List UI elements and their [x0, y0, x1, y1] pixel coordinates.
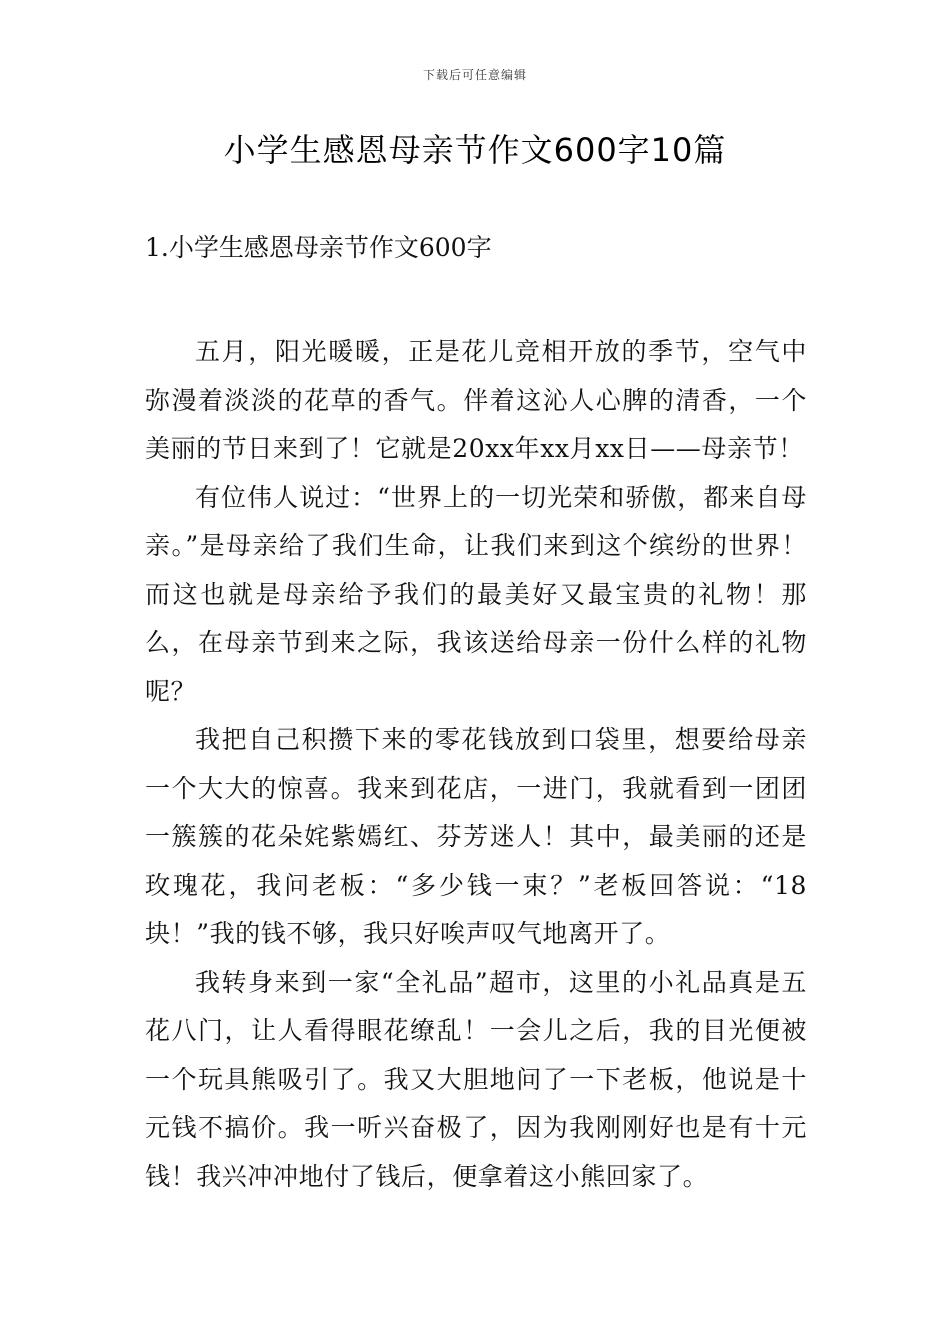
essay-paragraph: 五月，阳光暖暖，正是花儿竞相开放的季节，空气中弥漫着淡淡的花草的香气。伴着这沁人心脾的清香，一个美丽的节日来到了！它就是20xx年xx月xx日——母亲节！ [145, 337, 807, 463]
essay-paragraph: 我转身来到一家“全礼品”超市，这里的小礼品真是五花八门，让人看得眼花缭乱！一会儿之后，我的目光便被一个玩具熊吸引了。我又大胆地问了一下老板，他说是十元钱不搞价。我一听兴奋极了，因为我刚刚好也是有十元钱！我兴冲冲地付了钱后，便拿着这小熊回家了。 [145, 967, 807, 1191]
document-title: 小学生感恩母亲节作文600字10篇 [223, 131, 727, 169]
essay-paragraph: 我把自己积攒下来的零花钱放到口袋里，想要给母亲一个大大的惊喜。我来到花店，一进门，我就看到一团团一簇簇的花朵姹紫嫣红、芬芳迷人！其中，最美丽的还是玫瑰花，我问老板：“多少钱一束？”老板回答说：“18块！”我的钱不够，我只好唉声叹气地离开了。 [145, 725, 807, 948]
essay-paragraph: 有位伟人说过：“世界上的一切光荣和骄傲，都来自母亲。”是母亲给了我们生命，让我们来到这个缤纷的世界！而这也就是母亲给予我们的最美好又最宝贵的礼物！那么，在母亲节到来之际，我该送给母亲一份什么样的礼物呢？ [145, 482, 807, 706]
section-heading: 1.小学生感恩母亲节作文600字 [145, 233, 492, 262]
header-note: 下载后可任意编辑 [422, 68, 527, 82]
essay-body [145, 328, 807, 1201]
